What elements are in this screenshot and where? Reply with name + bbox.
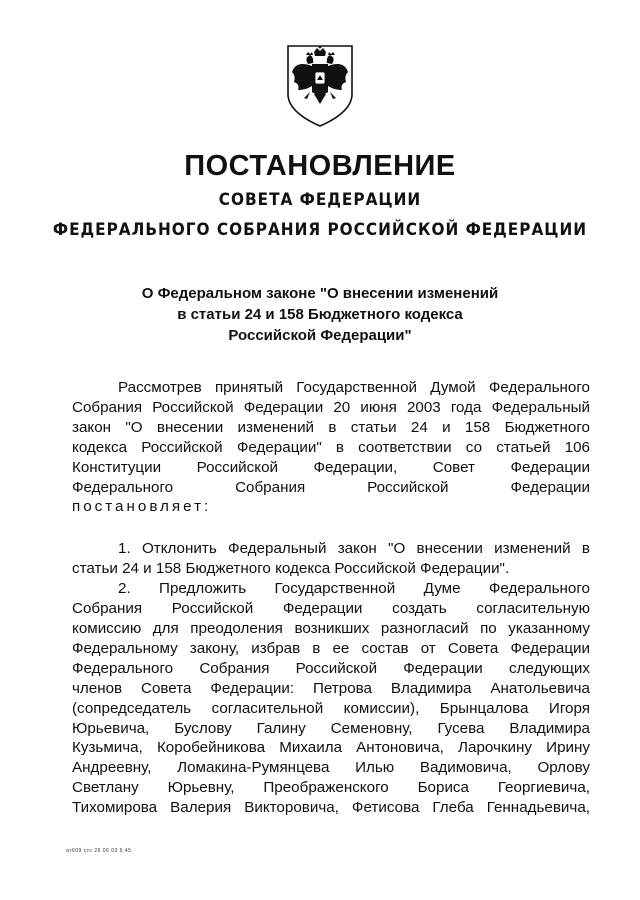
item2-line: Тихомирова Валерия Викторовича, Фетисова Глеба Геннадьевича, <box>72 799 590 817</box>
item2-line: комиссию для преодоления возникших разногласий по указанному <box>72 619 590 637</box>
preamble-line: кодекса Российской Федерации" в соответствии со статьей 106 <box>72 438 590 456</box>
item2-line: Светлану Юрьевну, Преображенского Бориса Георгиевича, <box>72 779 590 797</box>
item2-line: Собрания Российской Федерации создать согласительную <box>72 600 590 618</box>
resolves-word: постановляет: <box>72 498 212 516</box>
item1-line: статьи 24 и 158 Бюджетного кодекса Российской Федерации". <box>72 560 510 578</box>
item2-line: Кузьмича, Коробейникова Михаила Антоновича, Ларочкину Ирину <box>72 739 590 757</box>
document-title: ПОСТАНОВЛЕНИЕ <box>184 150 456 182</box>
document-body <box>72 378 590 818</box>
preamble-line: Рассмотрев принятый Государственной Думой Федерального <box>118 379 590 396</box>
subject-line: О Федеральном законе "О внесении изменений <box>141 285 499 302</box>
preamble-line: закон "О внесении изменений в статьи 24 и 158 Бюджетного <box>72 418 590 436</box>
document-subject <box>110 283 530 346</box>
preamble-line: Собрания Российской Федерации 20 июня 2003 года Федеральный <box>72 398 590 416</box>
russian-coat-of-arms-icon <box>284 42 356 134</box>
item2-line: Федерального Собрания Российской Федерации следующих <box>72 659 590 677</box>
item2-line: Андреевну, Ломакина-Румянцева Илью Вадимовича, Орлову <box>72 759 590 777</box>
org-name-line1: СОВЕТА ФЕДЕРАЦИИ <box>218 190 422 210</box>
item2-line: членов Совета Федерации: Петрова Владимира Анатольевича <box>72 679 590 697</box>
item1-line: 1. Отклонить Федеральный закон "О внесении изменений в <box>118 540 590 558</box>
preamble-line: Конституции Российской Федерации, Совет Федерации <box>72 458 590 476</box>
item2-line: Федеральному закону, избрав в ее состав от Совета Федерации <box>72 639 590 657</box>
item2-line: 2. Предложить Государственной Думе Федерального <box>118 580 590 598</box>
org-name-line2: ФЕДЕРАЛЬНОГО СОБРАНИЯ РОССИЙСКОЙ ФЕДЕРАЦИИ <box>52 220 588 240</box>
subject-line: Российской Федерации" <box>228 327 412 344</box>
preamble-line: Федерального Собрания Российской Федерации <box>72 478 590 496</box>
item2-line: Юрьевича, Буслову Галину Семеновну, Гусева Владимира <box>72 719 590 737</box>
item2-line: (сопредседатель согласительной комиссии), Брынцалова Игоря <box>72 699 590 717</box>
subject-line: в статьи 24 и 158 Бюджетного кодекса <box>177 306 463 323</box>
document-code: ат609 стс 26 06 03 6:45 <box>66 848 132 854</box>
